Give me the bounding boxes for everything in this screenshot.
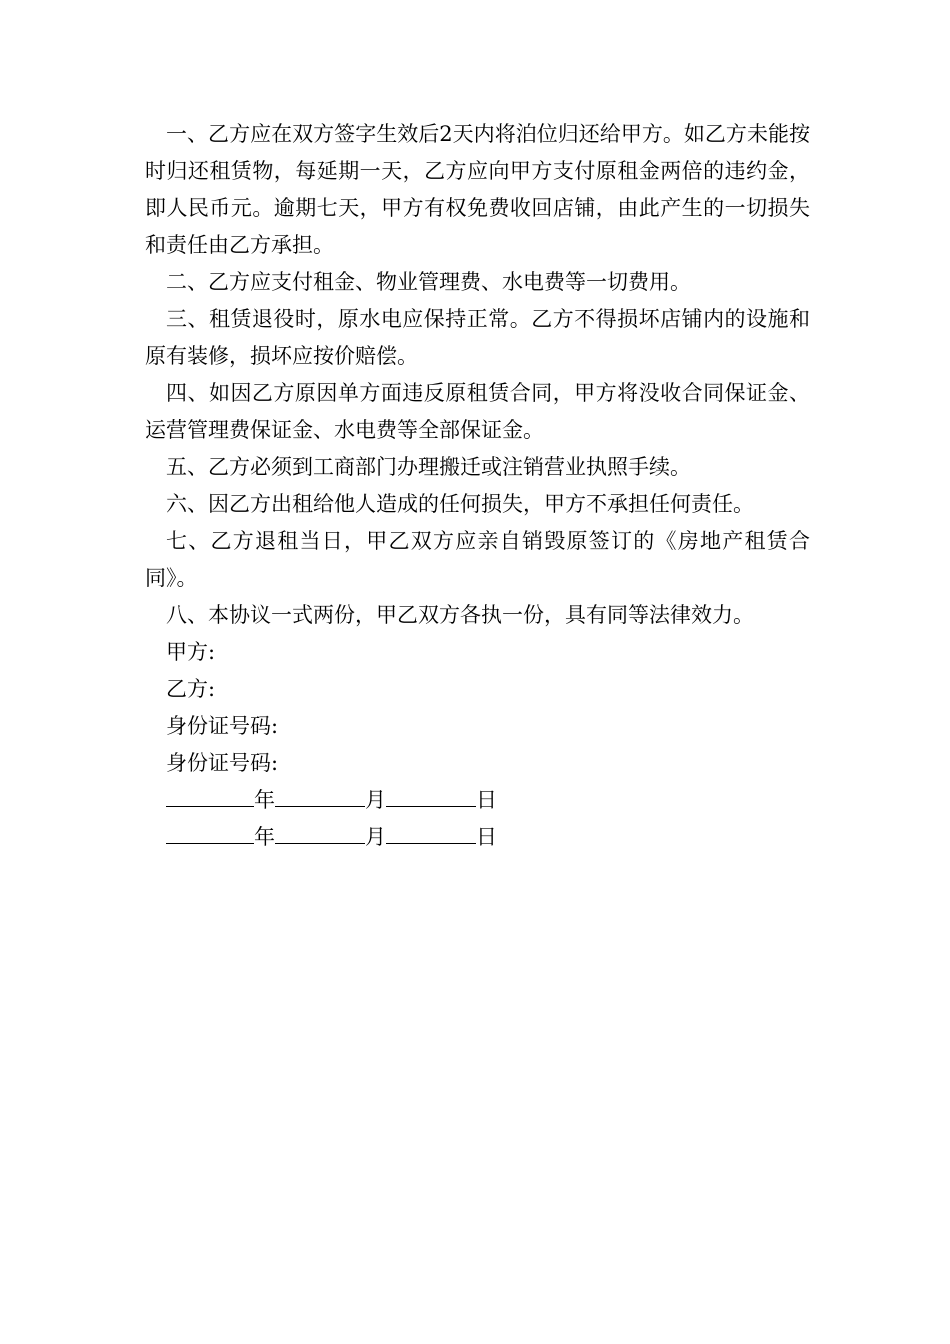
clause-6: 六、因乙方出租给他人造成的任何损失，甲方不承担任何责任。 (166, 492, 754, 516)
year-blank (166, 782, 254, 807)
date-line-b (145, 819, 810, 856)
day-blank (386, 782, 476, 807)
clause-8: 八、本协议一式两份，甲乙双方各执一份，具有同等法律效力。 (166, 603, 754, 627)
clause-1: 一、乙方应在双方签字生效后2天内将泊位归还给甲方。如乙方未能按时归还租赁物，每延期一天，乙方应向甲方支付原租金两倍的违约金，即人民币元。逾期七天，甲方有权免费收回店铺，由此产生的一切损失和责任由乙方承担。 (145, 122, 810, 257)
year-label: 年 (254, 788, 275, 812)
month-label: 月 (365, 825, 386, 849)
day-label: 日 (476, 788, 497, 812)
date-line-a (145, 782, 810, 819)
clause-5: 五、乙方必须到工商部门办理搬迁或注销营业执照手续。 (166, 455, 691, 479)
clause-3: 三、租赁退役时，原水电应保持正常。乙方不得损坏店铺内的设施和原有装修，损坏应按价赔偿。 (145, 307, 810, 368)
clause-2: 二、乙方应支付租金、物业管理费、水电费等一切费用。 (166, 270, 691, 294)
id-number-label-b: 身份证号码: (166, 751, 279, 775)
agreement-body (145, 116, 810, 856)
year-blank (166, 819, 254, 844)
id-number-label-a: 身份证号码: (166, 714, 279, 738)
party-a-label: 甲方: (166, 640, 216, 664)
clause-4: 四、如因乙方原因单方面违反原租赁合同，甲方将没收合同保证金、运营管理费保证金、水电费等全部保证金。 (145, 381, 810, 442)
month-blank (275, 782, 365, 807)
day-blank (386, 819, 476, 844)
clause-7: 七、乙方退租当日，甲乙双方应亲自销毁原签订的《房地产租赁合同》。 (145, 529, 810, 590)
party-b-label: 乙方: (166, 677, 216, 701)
year-label: 年 (254, 825, 275, 849)
month-blank (275, 819, 365, 844)
day-label: 日 (476, 825, 497, 849)
month-label: 月 (365, 788, 386, 812)
